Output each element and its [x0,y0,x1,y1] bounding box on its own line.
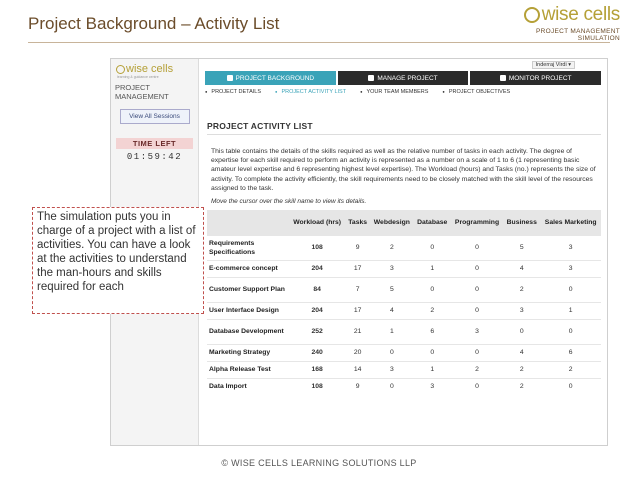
table-row [207,319,601,344]
header-workload[interactable]: Workload (hrs) [289,210,345,235]
table-row [207,260,601,277]
table-cell: 3 [414,378,451,395]
countdown-timer: 01:59:42 [126,152,183,162]
subtab-project-activity-list[interactable]: ● PROJECT ACTIVITY LIST [275,89,346,95]
header-sales-marketing[interactable]: Sales Marketing [540,210,601,235]
title-divider [28,42,610,43]
view-all-sessions-button[interactable]: View All Sessions [120,109,190,124]
user-menu[interactable] [532,61,575,69]
tab-project-background[interactable] [205,71,336,85]
table-cell: 2 [503,378,540,395]
table-row [207,235,601,260]
header-database[interactable]: Database [414,210,451,235]
activity-name: Database Development [207,319,289,344]
table-cell: 0 [540,378,601,395]
tab-monitor-project[interactable] [470,71,601,85]
table-cell: 252 [289,319,345,344]
table-cell: 0 [451,235,503,260]
brand-name: wise cells [541,4,620,25]
table-row [207,378,601,395]
table-row [207,277,601,302]
table-cell: 0 [503,319,540,344]
table-cell: 2 [370,235,414,260]
table-cell: 6 [540,344,601,361]
activity-name: Marketing Strategy [207,344,289,361]
chevron-down-icon: ▾ [568,62,571,68]
table-cell: 3 [451,319,503,344]
swirl-logo-icon [524,7,540,23]
table-cell: 14 [345,361,370,378]
app-logo-text: wise cells [126,63,174,75]
header-programming[interactable]: Programming [451,210,503,235]
table-cell: 168 [289,361,345,378]
table-cell: 0 [451,344,503,361]
activity-name: Data Import [207,378,289,395]
activity-name: E-commerce concept [207,260,289,277]
table-cell: 2 [503,277,540,302]
tab-label: PROJECT BACKGROUND [235,74,315,82]
table-cell: 9 [345,235,370,260]
table-cell: 17 [345,260,370,277]
table-cell: 0 [451,277,503,302]
table-cell: 17 [345,302,370,319]
app-name: PROJECT MANAGEMENT [115,83,169,101]
header-webdesign[interactable]: Webdesign [370,210,414,235]
activity-name: Alpha Release Test [207,361,289,378]
user-name: Inderraj Virdi [535,62,567,68]
table-cell: 1 [414,260,451,277]
clock-icon [368,75,374,81]
table-cell: 4 [503,344,540,361]
table-cell: 5 [503,235,540,260]
table-cell: 7 [345,277,370,302]
table-cell: 21 [345,319,370,344]
table-cell: 240 [289,344,345,361]
table-cell: 0 [370,378,414,395]
table-cell: 0 [451,378,503,395]
header-activity [207,210,289,235]
app-logo [116,63,198,75]
table-cell: 1 [540,302,601,319]
table-cell: 108 [289,235,345,260]
table-body [207,235,601,395]
table-row [207,302,601,319]
slide-title: Project Background – Activity List [28,14,280,33]
table-cell: 2 [451,361,503,378]
app-logo-sub: learning & guidance centre [117,75,159,79]
header-business[interactable]: Business [503,210,540,235]
table-cell: 5 [370,277,414,302]
table-cell: 0 [414,344,451,361]
activity-name: Requirements Specifications [207,235,289,260]
activity-table [207,210,601,395]
table-cell: 1 [370,319,414,344]
table-cell: 1 [414,361,451,378]
table-cell: 0 [370,344,414,361]
main-content [207,121,601,395]
description: This table contains the details of the skills required as well as the relative number of tasks in each activity. The degree of expertise for each skill required to perform an activity is represented as a number on a scale of 1 to 6 (1 representing basic amateur level expertise and 6 representing highest level expertise). The Workload (hours) and Tasks (no.) represents the size of activity. To complete the activity efficiently, the skill requirements need to be closely matched with the skill level of the resources assigned to the task. [211,148,596,192]
table-cell: 0 [451,302,503,319]
table-row [207,361,601,378]
table-cell: 9 [345,378,370,395]
activity-name: Customer Support Plan [207,277,289,302]
table-cell: 0 [540,319,601,344]
header-tasks[interactable]: Tasks [345,210,370,235]
table-cell: 0 [451,260,503,277]
table-cell: 6 [414,319,451,344]
table-cell: 20 [345,344,370,361]
sub-tabs [205,89,603,95]
hint-text: Move the cursor over the skill name to view its details. [211,198,367,206]
main-tabs [205,71,603,85]
table-cell: 3 [370,260,414,277]
table-cell: 0 [540,277,601,302]
user-bar [205,61,605,71]
brand-logo [502,4,620,42]
tab-label: MANAGE PROJECT [377,74,438,82]
table-cell: 3 [370,361,414,378]
table-header-row [207,210,601,235]
tab-label: MONITOR PROJECT [508,74,572,82]
table-cell: 3 [540,260,601,277]
table-cell: 3 [540,235,601,260]
table-cell: 3 [503,302,540,319]
subtab-your-team-members[interactable]: ● YOUR TEAM MEMBERS [360,89,428,95]
table-cell: 0 [414,277,451,302]
activity-name: User Interface Design [207,302,289,319]
callout-box: The simulation puts you in charge of a project with a list of activities. You can have a look at the activities to understand the man-hours and skills required for each [32,207,204,314]
swirl-logo-icon [116,65,125,74]
table-cell: 2 [540,361,601,378]
brand-tagline: PROJECT MANAGEMENT SIMULATION [535,28,620,42]
table-cell: 2 [414,302,451,319]
table-cell: 204 [289,260,345,277]
table-cell: 4 [370,302,414,319]
table-cell: 108 [289,378,345,395]
table-cell: 0 [414,235,451,260]
table-cell: 2 [503,361,540,378]
tab-manage-project[interactable] [338,71,469,85]
footer-copyright: © WISE CELLS LEARNING SOLUTIONS LLP [221,458,417,468]
table-cell: 4 [503,260,540,277]
bar-chart-icon [500,75,506,81]
table-row [207,344,601,361]
section-title: PROJECT ACTIVITY LIST [207,121,601,135]
table-cell: 204 [289,302,345,319]
table-cell: 84 [289,277,345,302]
time-left-label: TIME LEFT [116,138,193,149]
subtab-project-details[interactable]: ● PROJECT DETAILS [205,89,261,95]
monitor-icon [227,75,233,81]
subtab-project-objectives[interactable]: ● PROJECT OBJECTIVES [442,89,510,95]
